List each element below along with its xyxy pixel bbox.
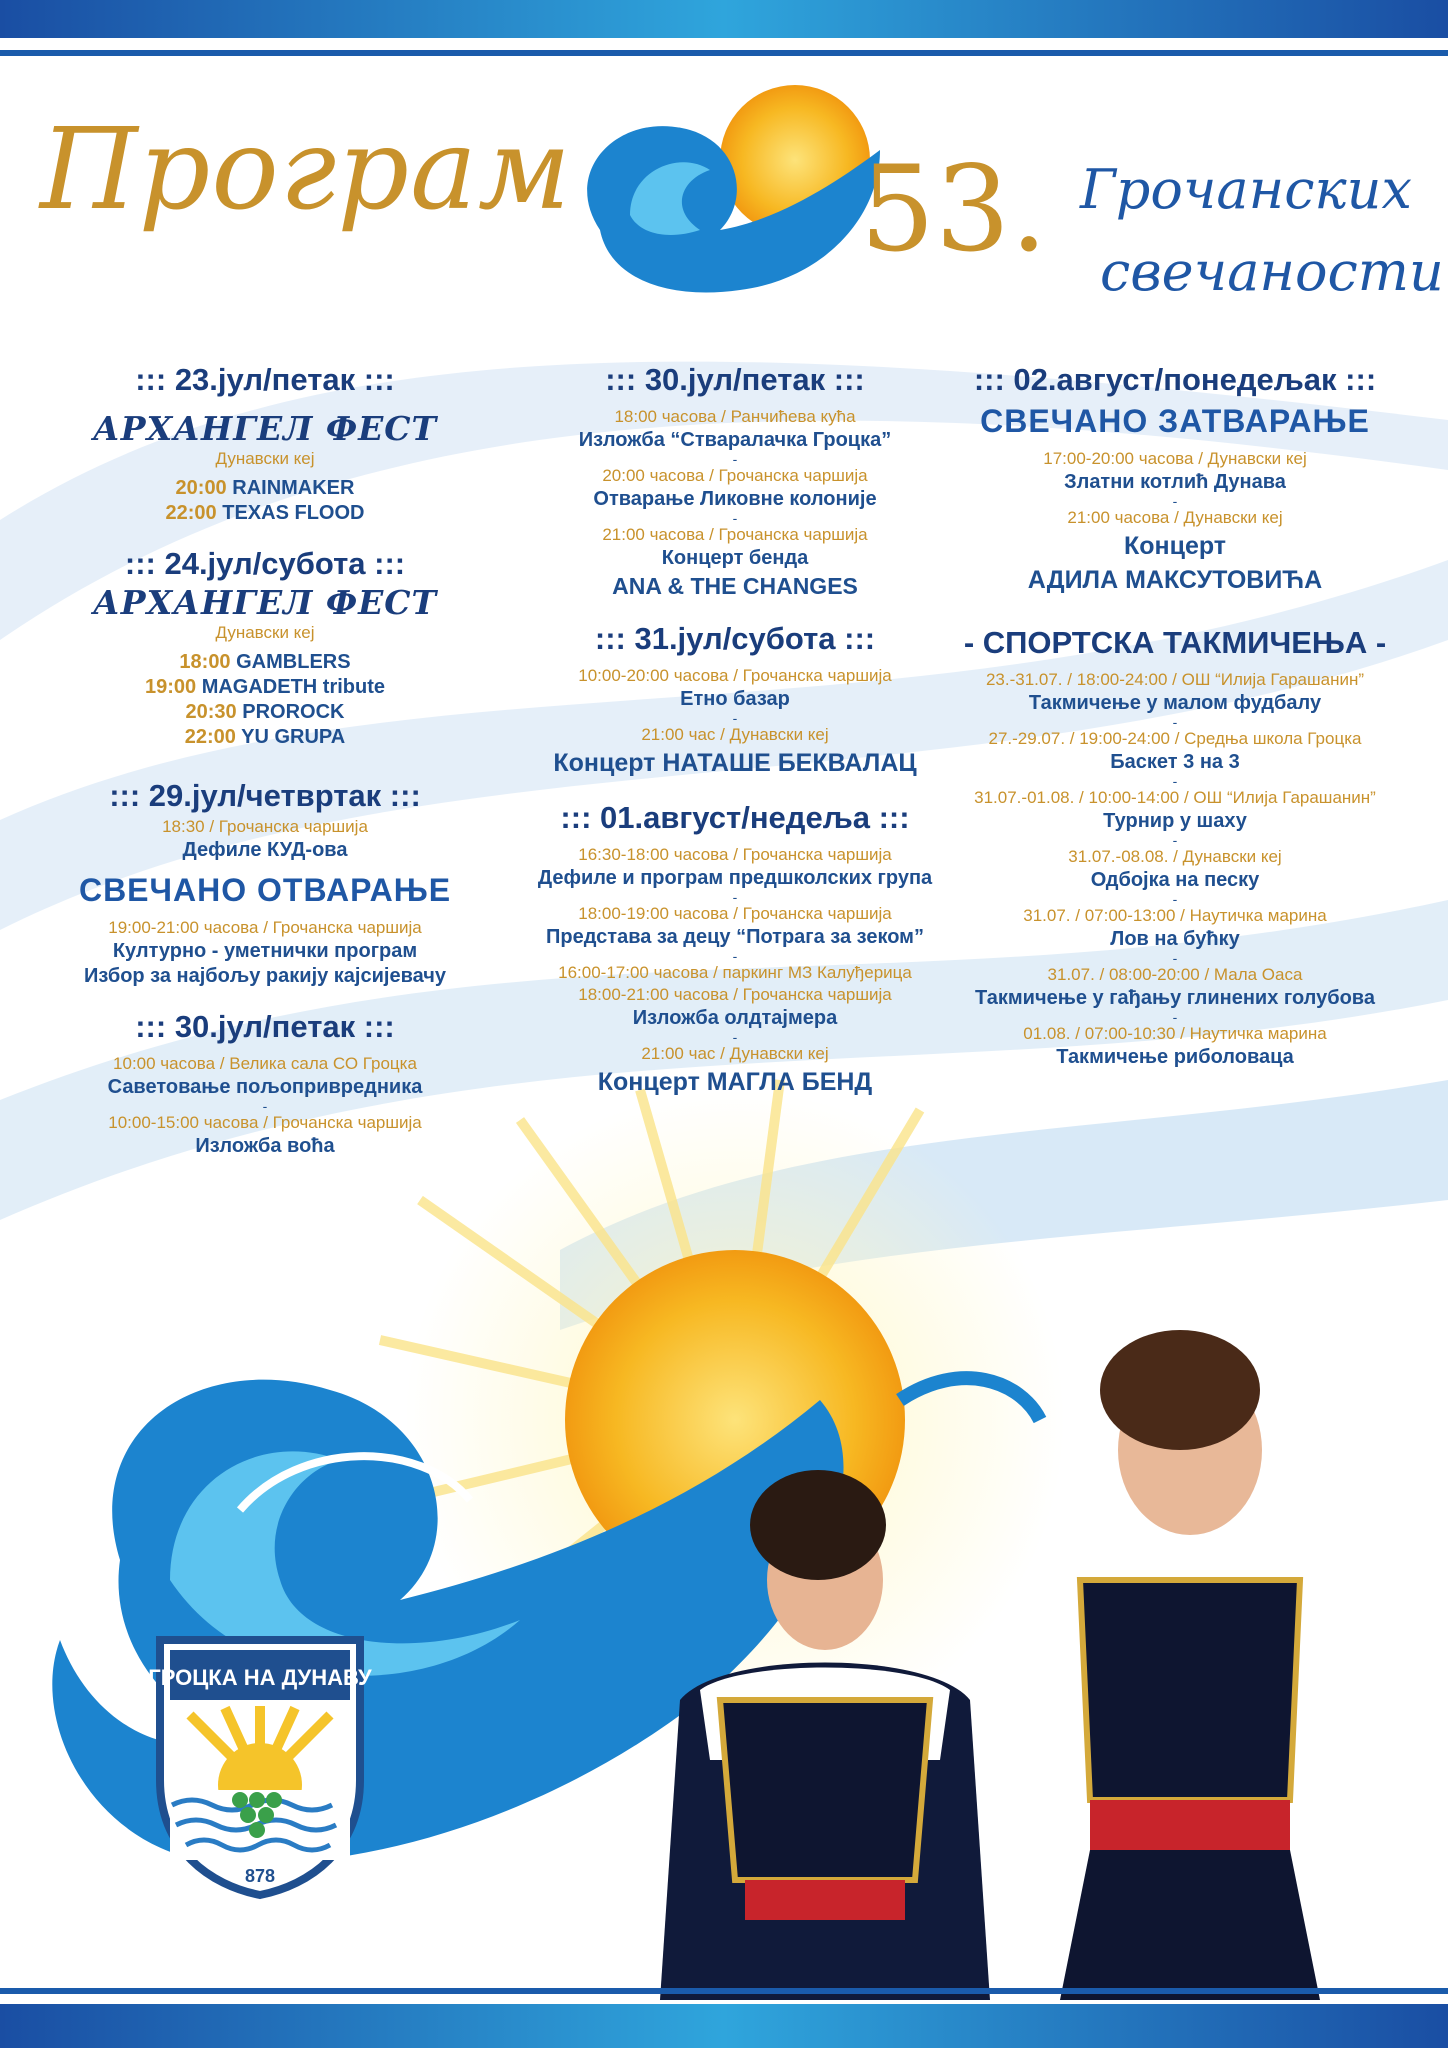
act: 18:00 GAMBLERS bbox=[179, 651, 351, 673]
venue: Дунавски кеј bbox=[215, 449, 315, 468]
schedule-column-3 bbox=[940, 360, 1410, 1070]
event-info: 16:30-18:00 часова / Грочанска чаршија bbox=[578, 845, 892, 864]
event-info: 18:00 часова / Ранчићева кућа bbox=[614, 407, 856, 426]
band-name: ANA & THE CHANGES bbox=[612, 573, 858, 599]
separator: - bbox=[732, 1029, 738, 1045]
crest-year: 878 bbox=[244, 1866, 276, 1886]
day-header: ::: 30.јул/петак ::: bbox=[135, 1009, 395, 1044]
event-name: Златни котлић Дунава bbox=[1064, 471, 1286, 493]
separator: - bbox=[1172, 773, 1178, 789]
festival-name-line2: свечаности bbox=[1100, 240, 1444, 303]
event-info: 18:00-19:00 часова / Грочанска чаршија bbox=[578, 904, 892, 923]
grocka-crest-logo bbox=[140, 1620, 380, 1900]
day-header: ::: 31.јул/субота ::: bbox=[594, 621, 876, 656]
separator: - bbox=[1172, 950, 1178, 966]
bottom-divider bbox=[0, 1988, 1448, 1994]
event-name: Концерт НАТАШЕ БЕКВАЛАЦ bbox=[553, 749, 917, 777]
schedule-column-2 bbox=[500, 360, 970, 1099]
act: 22:00 TEXAS FLOOD bbox=[165, 502, 365, 524]
event-info: 19:00-21:00 часова / Грочанска чаршија bbox=[108, 918, 422, 937]
event-name: Етно базар bbox=[680, 688, 790, 710]
event-name: Отварање Ликовне колоније bbox=[593, 488, 877, 510]
event-name: Представа за децу “Потрага за зеком” bbox=[546, 926, 924, 948]
sports-header: - СПОРТСКА ТАКМИЧЕЊА - bbox=[963, 625, 1387, 660]
event-info: 18:30 / Грочанска чаршија bbox=[162, 817, 368, 836]
sport-name: Одбојка на песку bbox=[1090, 869, 1260, 891]
sport-name: Такмичење риболоваца bbox=[1056, 1046, 1294, 1068]
event-info: 20:00 часова / Грочанска чаршија bbox=[602, 466, 868, 485]
event-name: АДИЛА МАКСУТОВИЋА bbox=[1027, 566, 1323, 594]
sport-info: 01.08. / 07:00-10:30 / Наутичка марина bbox=[1023, 1024, 1327, 1043]
day-header: ::: 30.јул/петак ::: bbox=[605, 362, 865, 397]
event-name: Концерт бенда bbox=[661, 547, 809, 569]
bottom-banner-bar bbox=[0, 2004, 1448, 2048]
event-name: Изложба воћа bbox=[195, 1135, 335, 1157]
event-info: 16:00-17:00 часова / паркинг МЗ Калуђерица bbox=[558, 963, 912, 982]
crest-text: ГРОЦКА НА ДУНАВУ bbox=[148, 1665, 372, 1690]
day-header: ::: 01.август/недеља ::: bbox=[560, 800, 910, 835]
separator: - bbox=[732, 948, 738, 964]
separator: - bbox=[732, 451, 738, 467]
separator: - bbox=[1172, 832, 1178, 848]
separator: - bbox=[1172, 1009, 1178, 1025]
poster-title: Програм bbox=[40, 105, 572, 235]
schedule-column-1 bbox=[40, 360, 490, 1159]
event-name: Културно - уметнички програм bbox=[112, 940, 418, 962]
festival-brand: АРХАНГЕЛ ФЕСТ bbox=[92, 583, 438, 622]
sport-name: Турнир у шаху bbox=[1103, 810, 1247, 832]
opening-ceremony: СВЕЧАНО ОТВАРАЊЕ bbox=[78, 872, 452, 908]
event-info: 21:00 часова / Дунавски кеј bbox=[1067, 508, 1283, 527]
separator: - bbox=[1172, 891, 1178, 907]
event-name: Саветовање пољопривредника bbox=[107, 1076, 423, 1098]
sport-info: 31.07.-08.08. / Дунавски кеј bbox=[1068, 847, 1282, 866]
day-header: ::: 29.јул/четвртак ::: bbox=[109, 778, 421, 813]
act: 19:00 MAGADETH tribute bbox=[144, 676, 386, 698]
act: 20:30 PROROCK bbox=[185, 701, 345, 723]
festival-name-line1: Грочанских bbox=[1080, 158, 1412, 221]
event-info: 18:00-21:00 часова / Грочанска чаршија bbox=[578, 985, 892, 1004]
separator: - bbox=[732, 510, 738, 526]
event-name: Концерт bbox=[1123, 532, 1227, 560]
top-banner-bar bbox=[0, 0, 1448, 38]
event-info: 21:00 час / Дунавски кеј bbox=[641, 1044, 829, 1063]
separator: - bbox=[732, 889, 738, 905]
sport-info: 31.07. / 07:00-13:00 / Наутичка марина bbox=[1023, 906, 1327, 925]
event-info: 10:00 часова / Велика сала СО Гроцка bbox=[113, 1054, 417, 1073]
day-header: ::: 24.јул/субота ::: bbox=[124, 546, 406, 581]
sport-info: 23.-31.07. / 18:00-24:00 / ОШ “Илија Гарашанин” bbox=[985, 670, 1365, 689]
event-info: 21:00 час / Дунавски кеј bbox=[641, 725, 829, 744]
separator: - bbox=[262, 1098, 268, 1114]
separator: - bbox=[1172, 714, 1178, 730]
event-name: Избор за најбољу ракију кајсијевачу bbox=[84, 965, 446, 987]
act: 22:00 YU GRUPA bbox=[184, 726, 346, 748]
sport-info: 31.07.-01.08. / 10:00-14:00 / ОШ “Илија Гарашанин” bbox=[974, 788, 1376, 807]
event-name: Изложба “Стваралачка Гроцка” bbox=[578, 429, 892, 451]
sport-info: 27.-29.07. / 19:00-24:00 / Средња школа Гроцка bbox=[988, 729, 1362, 748]
event-info: 10:00-15:00 часова / Грочанска чаршија bbox=[108, 1113, 422, 1132]
event-info: 21:00 часова / Грочанска чаршија bbox=[602, 525, 868, 544]
separator: - bbox=[732, 710, 738, 726]
act: 20:00 RAINMAKER bbox=[175, 477, 355, 499]
event-name: Дефиле КУД-ова bbox=[182, 839, 348, 861]
day-header: ::: 02.август/понедељак ::: bbox=[973, 362, 1377, 397]
closing-ceremony: СВЕЧАНО ЗАТВАРАЊЕ bbox=[980, 403, 1370, 439]
venue: Дунавски кеј bbox=[215, 623, 315, 642]
event-name: Концерт МАГЛА БЕНД bbox=[597, 1068, 873, 1096]
festival-brand: АРХАНГЕЛ ФЕСТ bbox=[92, 409, 438, 448]
sport-name: Лов на бућку bbox=[1110, 928, 1240, 950]
edition-number: 53. bbox=[860, 140, 1048, 278]
sport-name: Такмичење у гађању глинених голубова bbox=[975, 987, 1375, 1009]
sport-info: 31.07. / 08:00-20:00 / Мала Оаса bbox=[1047, 965, 1303, 984]
event-info: 17:00-20:00 часова / Дунавски кеј bbox=[1043, 449, 1307, 468]
event-name: Дефиле и програм предшколских група bbox=[537, 867, 933, 889]
sport-name: Баскет 3 на 3 bbox=[1110, 751, 1240, 773]
day-header: ::: 23.јул/петак ::: bbox=[135, 362, 395, 397]
sport-name: Такмичење у малом фудбалу bbox=[1028, 692, 1322, 714]
separator: - bbox=[1172, 493, 1178, 509]
event-info: 10:00-20:00 часова / Грочанска чаршија bbox=[578, 666, 892, 685]
top-divider bbox=[0, 50, 1448, 56]
event-name: Изложба олдтајмера bbox=[632, 1007, 838, 1029]
